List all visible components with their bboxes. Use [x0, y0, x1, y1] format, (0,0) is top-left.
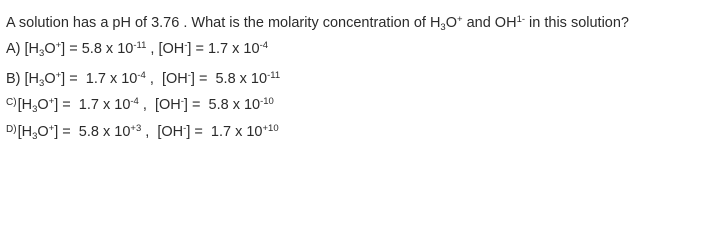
oh-bracket: [OH — [157, 124, 184, 140]
oh-bracket: [OH — [158, 41, 185, 57]
oh-value: ] = 5.8 x 10 — [183, 97, 261, 113]
oh-bracket: [OH — [154, 97, 181, 113]
superscript: - — [184, 39, 188, 51]
separator: , — [145, 71, 162, 87]
option-c[interactable] — [6, 96, 274, 116]
subscript: 3 — [39, 47, 45, 59]
subscript: 3 — [32, 130, 38, 142]
oh-bracket: [OH — [161, 71, 188, 87]
exponent: -4 — [130, 95, 139, 107]
h3o-o: O — [44, 71, 56, 87]
separator: , — [141, 124, 158, 140]
option-d[interactable] — [6, 123, 279, 143]
superscript: + — [48, 122, 55, 134]
exponent: -10 — [260, 95, 274, 107]
option-a[interactable] — [6, 40, 268, 58]
question-text — [6, 14, 629, 32]
exponent: +3 — [130, 122, 142, 134]
h3o-bracket: [H — [17, 97, 33, 113]
oh-value: ] = 1.7 x 10 — [187, 41, 260, 57]
superscript: + — [457, 13, 463, 25]
h3o-o: O — [44, 41, 56, 57]
h3o-o: O — [37, 97, 49, 113]
exponent: -4 — [259, 39, 269, 51]
oh-value: ] = 1.7 x 10 — [186, 124, 263, 140]
subscript: 3 — [39, 77, 45, 89]
option-label: A) — [6, 41, 21, 57]
option-label: B) — [6, 71, 21, 87]
h3o-bracket: [H — [24, 71, 40, 87]
question-text-part: O — [445, 15, 457, 31]
superscript: 1- — [516, 13, 526, 25]
h3o-value: ] = 1.7 x 10 — [54, 97, 131, 113]
question-text-part: and OH — [462, 15, 517, 31]
exponent: -11 — [133, 39, 147, 51]
oh-value: ] = 5.8 x 10 — [190, 71, 268, 87]
h3o-bracket: [H — [24, 41, 40, 57]
h3o-o: O — [37, 124, 49, 140]
h3o-value: ] = 5.8 x 10 — [61, 41, 134, 57]
separator: , — [138, 97, 155, 113]
option-b[interactable] — [6, 70, 280, 88]
h3o-bracket: [H — [17, 124, 33, 140]
superscript: + — [48, 95, 55, 107]
exponent: -4 — [137, 69, 146, 81]
question-text-part: in this solution? — [525, 15, 629, 31]
option-label: D) — [6, 123, 17, 135]
separator: , — [146, 41, 159, 57]
subscript: 3 — [32, 103, 38, 115]
h3o-value: ] = 1.7 x 10 — [61, 71, 138, 87]
question-text-part: A solution has a pH of 3.76 . What is the molarity concentration of H — [6, 15, 441, 31]
superscript: - — [183, 122, 187, 134]
superscript: - — [187, 69, 191, 81]
h3o-value: ] = 5.8 x 10 — [54, 124, 131, 140]
exponent: -11 — [267, 69, 281, 81]
superscript: - — [180, 95, 184, 107]
superscript: + — [55, 39, 62, 51]
exponent: +10 — [262, 122, 279, 134]
superscript: + — [55, 69, 62, 81]
option-label: C) — [6, 96, 17, 108]
subscript: 3 — [440, 21, 446, 33]
